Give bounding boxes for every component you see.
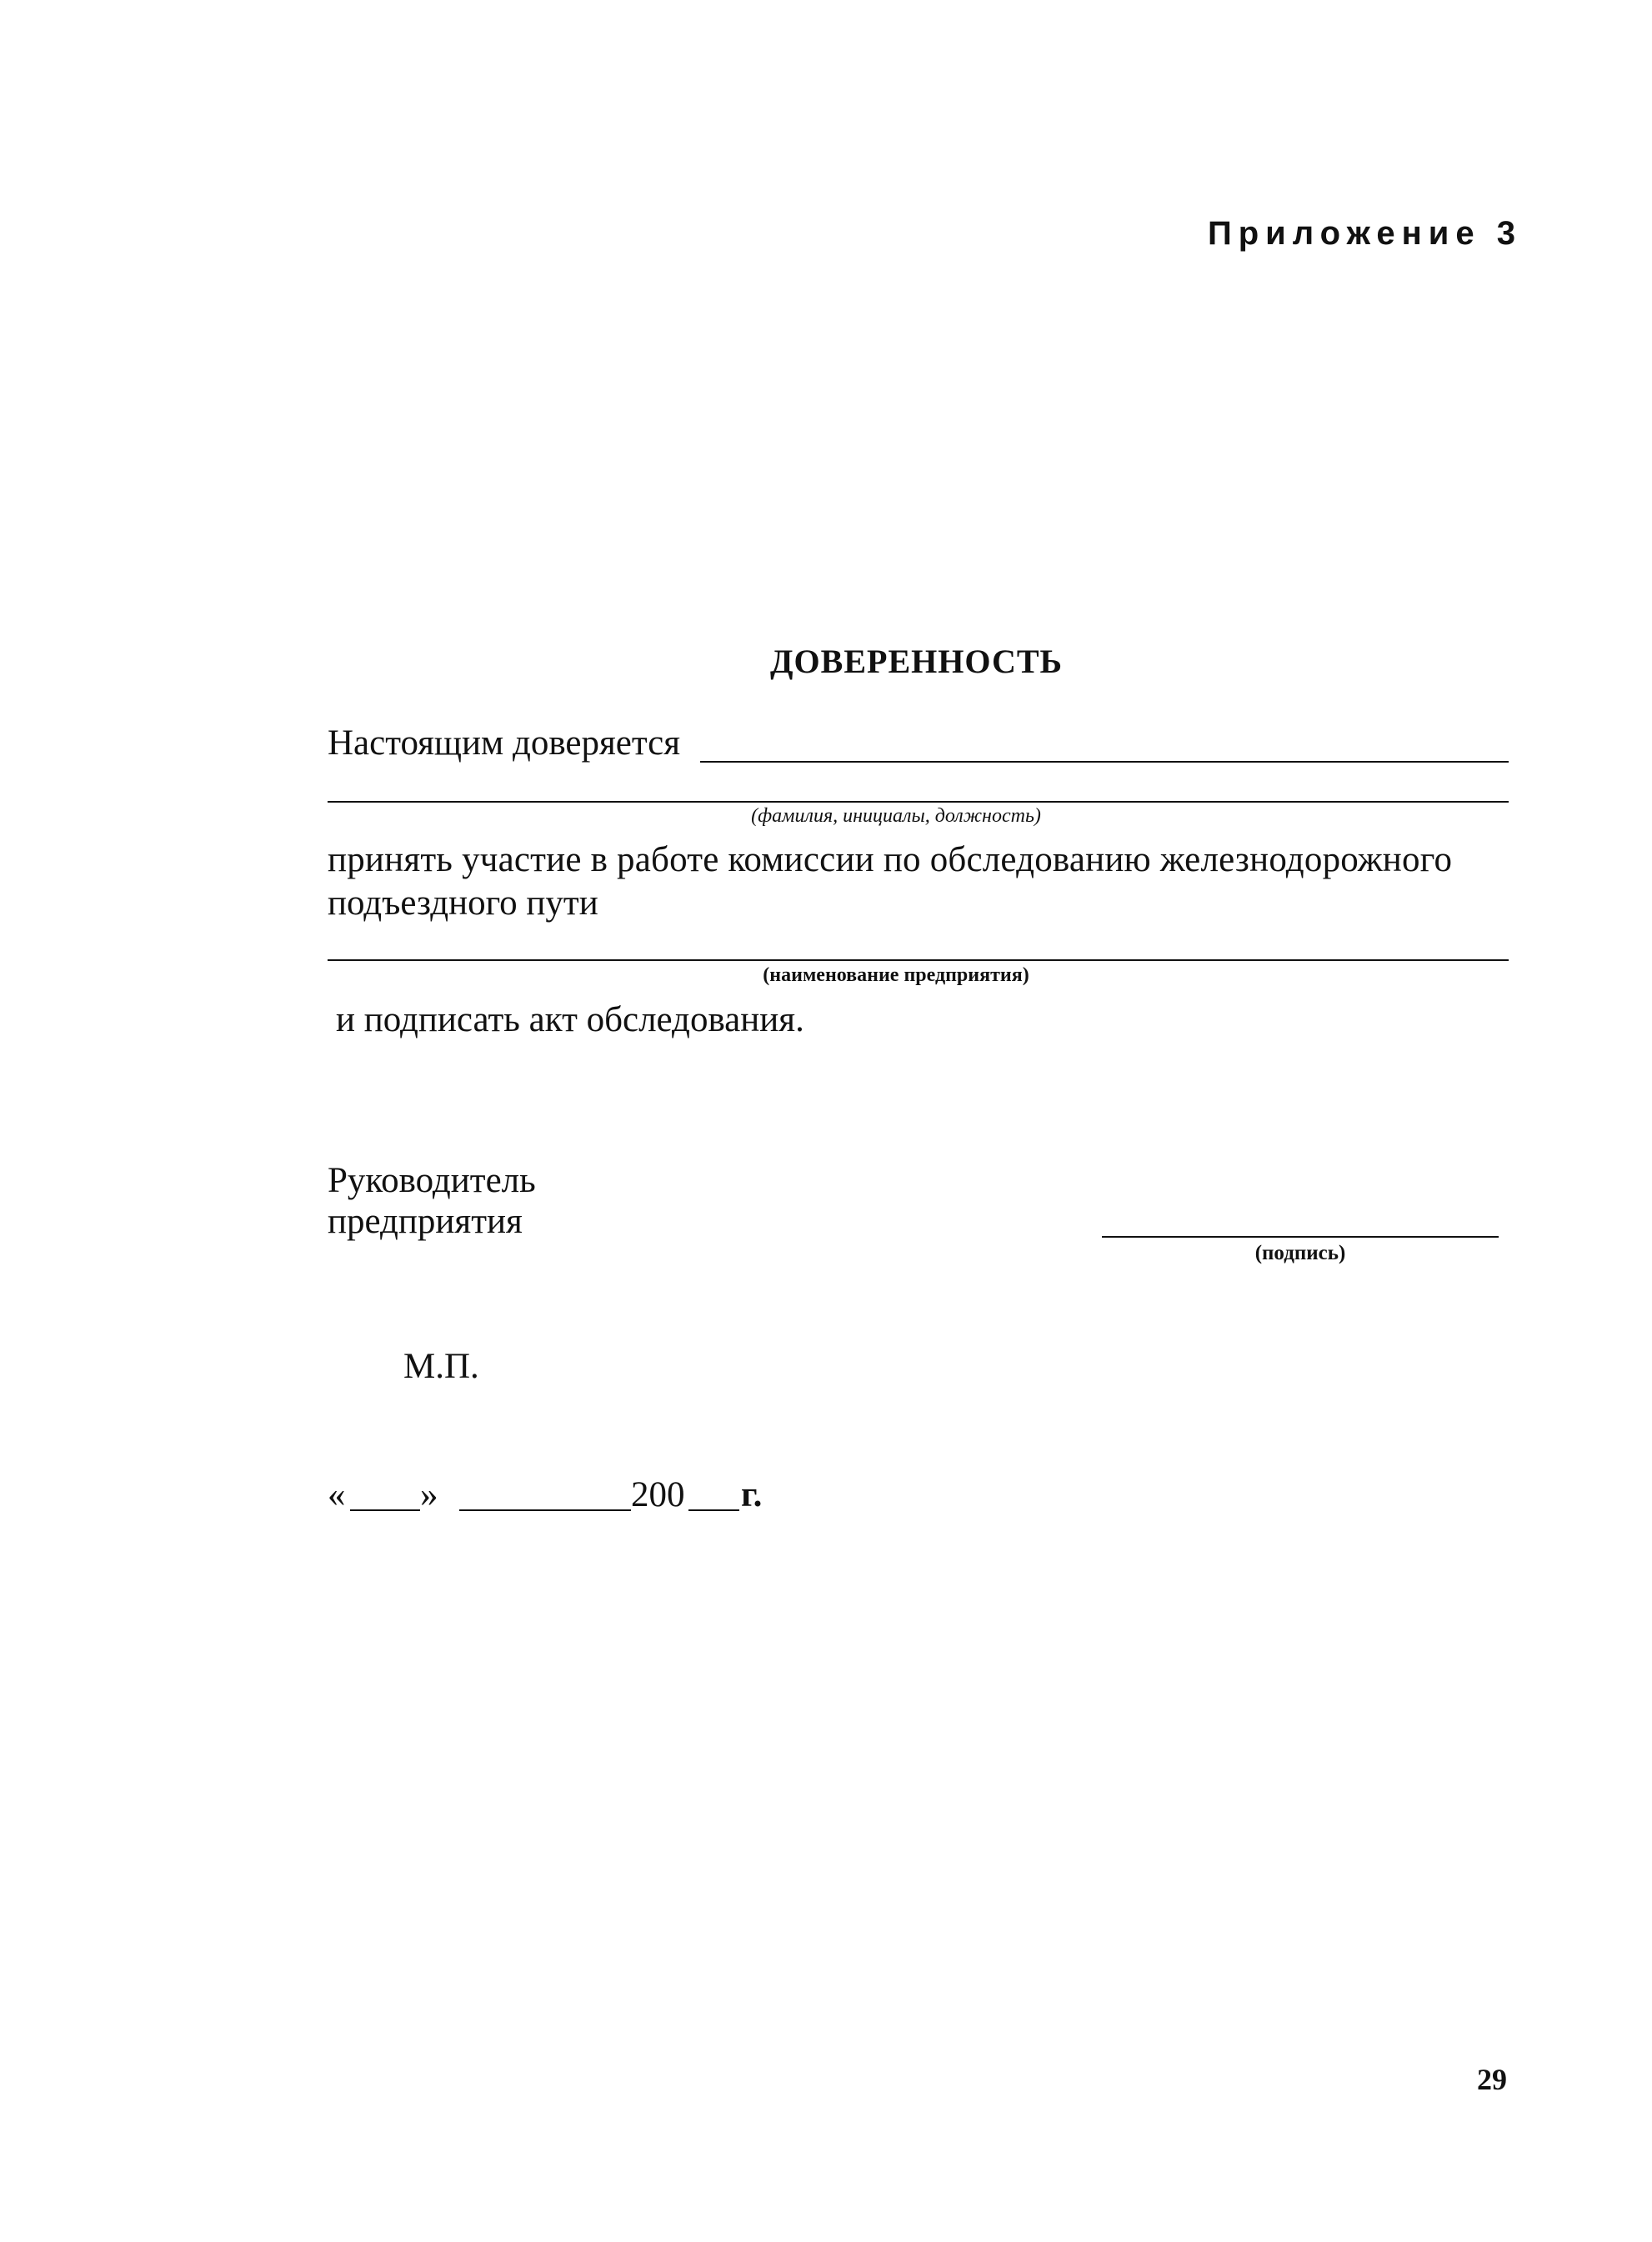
enterprise-name-field[interactable] [328, 959, 1509, 961]
date-open-quote: « [328, 1475, 346, 1514]
entrusted-name-field-continued[interactable] [328, 801, 1509, 803]
date-day-field[interactable] [350, 1509, 420, 1511]
signature-caption: (подпись) [1254, 1242, 1346, 1264]
date-year-field[interactable] [688, 1509, 739, 1511]
date-close-quote: » [420, 1475, 438, 1514]
signatory-role-line-1: Руководитель [328, 1161, 536, 1200]
signature-field[interactable] [1102, 1236, 1499, 1238]
name-caption: (фамилия, инициалы, должность) [751, 805, 1041, 827]
date-year-suffix: г. [741, 1475, 763, 1514]
entrusted-prefix: Настоящим доверяется [328, 723, 681, 763]
sign-act-text: и подписать акт обследования. [336, 1000, 804, 1039]
page-number: 29 [1477, 2063, 1507, 2096]
enterprise-caption: (наименование предприятия) [763, 964, 1029, 986]
entrusted-name-field[interactable] [700, 761, 1509, 763]
document-title: ДОВЕРЕННОСТЬ [770, 643, 1063, 680]
purpose-line-1: принять участие в работе комиссии по обследованию железнодорожного [328, 840, 1453, 879]
date-month-field[interactable] [459, 1509, 631, 1511]
appendix-label: Приложение 3 [1208, 215, 1522, 252]
date-year-prefix: 200 [631, 1475, 685, 1514]
stamp-place-label: М.П. [403, 1347, 479, 1386]
purpose-line-2: подъездного пути [328, 883, 598, 923]
signatory-role-line-2: предприятия [328, 1202, 523, 1241]
